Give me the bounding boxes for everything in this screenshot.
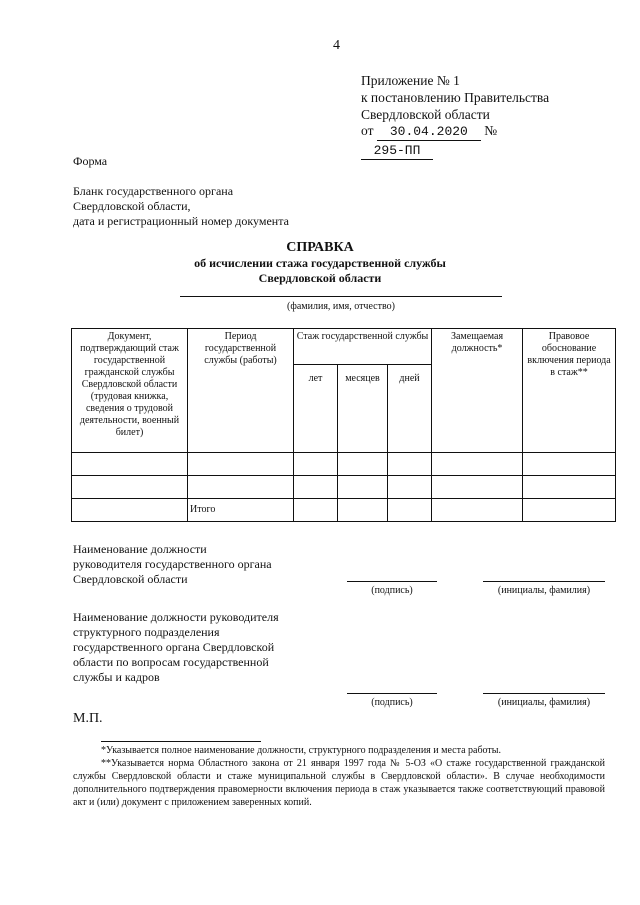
document-title: СПРАВКА (286, 240, 354, 255)
from-label: от (361, 123, 374, 138)
title-sub-1: об исчислении стажа государственной службы (194, 256, 446, 270)
total-row (72, 499, 616, 522)
appendix-date-row (361, 122, 571, 160)
number-label: № (484, 123, 498, 138)
signature-1-name-caption: (инициалы, фамилия) (497, 585, 591, 596)
signature-2-name-line (483, 693, 605, 694)
appendix-line-3: Свердловской области (361, 107, 490, 122)
page-number: 4 (333, 38, 340, 53)
total-label: Итого (188, 499, 294, 522)
header-months: месяцев (338, 365, 388, 453)
fio-line (180, 296, 502, 297)
signature-1-sign-line (347, 581, 437, 582)
table-row (72, 453, 616, 476)
header-document: Документ, подтверждающий стаж государственной гражданской службы Свердловской области (трудовая книжка, сведения о трудовой деятельности, военный билет) (72, 329, 188, 453)
service-table (71, 328, 616, 522)
fio-caption: (фамилия, имя, отчество) (287, 301, 395, 312)
blank-line-3: дата и регистрационный номер документа (73, 214, 289, 228)
signature-2-sign-line (347, 693, 437, 694)
signature-2-position: Наименование должности руководителя структурного подразделения государственного органа Свердловской области по вопросам государственной службы и кадров (73, 610, 279, 684)
signature-2-sign-caption: (подпись) (371, 697, 413, 708)
header-stage: Стаж государственной службы (294, 329, 432, 365)
footnote-separator (101, 741, 261, 742)
signature-1-sign-caption: (подпись) (371, 585, 413, 596)
footnote-1: *Указывается полное наименование должности, структурного подразделения и места работы. (101, 745, 501, 756)
header-years: лет (294, 365, 338, 453)
footnote-2: **Указывается норма Областного закона от 21 января 1997 года № 5-ОЗ «О стаже государственной гражданской службы Свердловской области и стаже муниципальной службы в Свердловской области». В случае необходимости дополнительного подтверждения правомерности включения периода в стаж указывается также соответствующий правовой акт и (или) документ с приложением заверенных копий. (73, 758, 605, 808)
signature-1-position: Наименование должности руководителя государственного органа Свердловской области (73, 542, 272, 586)
header-period: Период государственной службы (работы) (188, 329, 294, 453)
title-sub-2: Свердловской области (258, 271, 382, 285)
appendix-line-1: Приложение № 1 (361, 73, 460, 88)
decree-number: 295-ПП (361, 142, 433, 160)
form-label: Форма (73, 154, 108, 168)
decree-date: 30.04.2020 (377, 123, 481, 141)
header-position: Замещаемая должность* (432, 329, 523, 453)
header-days: дней (388, 365, 432, 453)
signature-2-name-caption: (инициалы, фамилия) (497, 697, 591, 708)
blank-line-1: Бланк государственного органа (73, 184, 234, 198)
blank-line-2: Свердловской области, (73, 199, 191, 213)
table-row (72, 476, 616, 499)
signature-1-name-line (483, 581, 605, 582)
appendix-line-2: к постановлению Правительства (361, 90, 550, 105)
stamp-label: М.П. (73, 711, 103, 726)
header-basis: Правовое обоснование включения периода в стаж** (523, 329, 616, 453)
